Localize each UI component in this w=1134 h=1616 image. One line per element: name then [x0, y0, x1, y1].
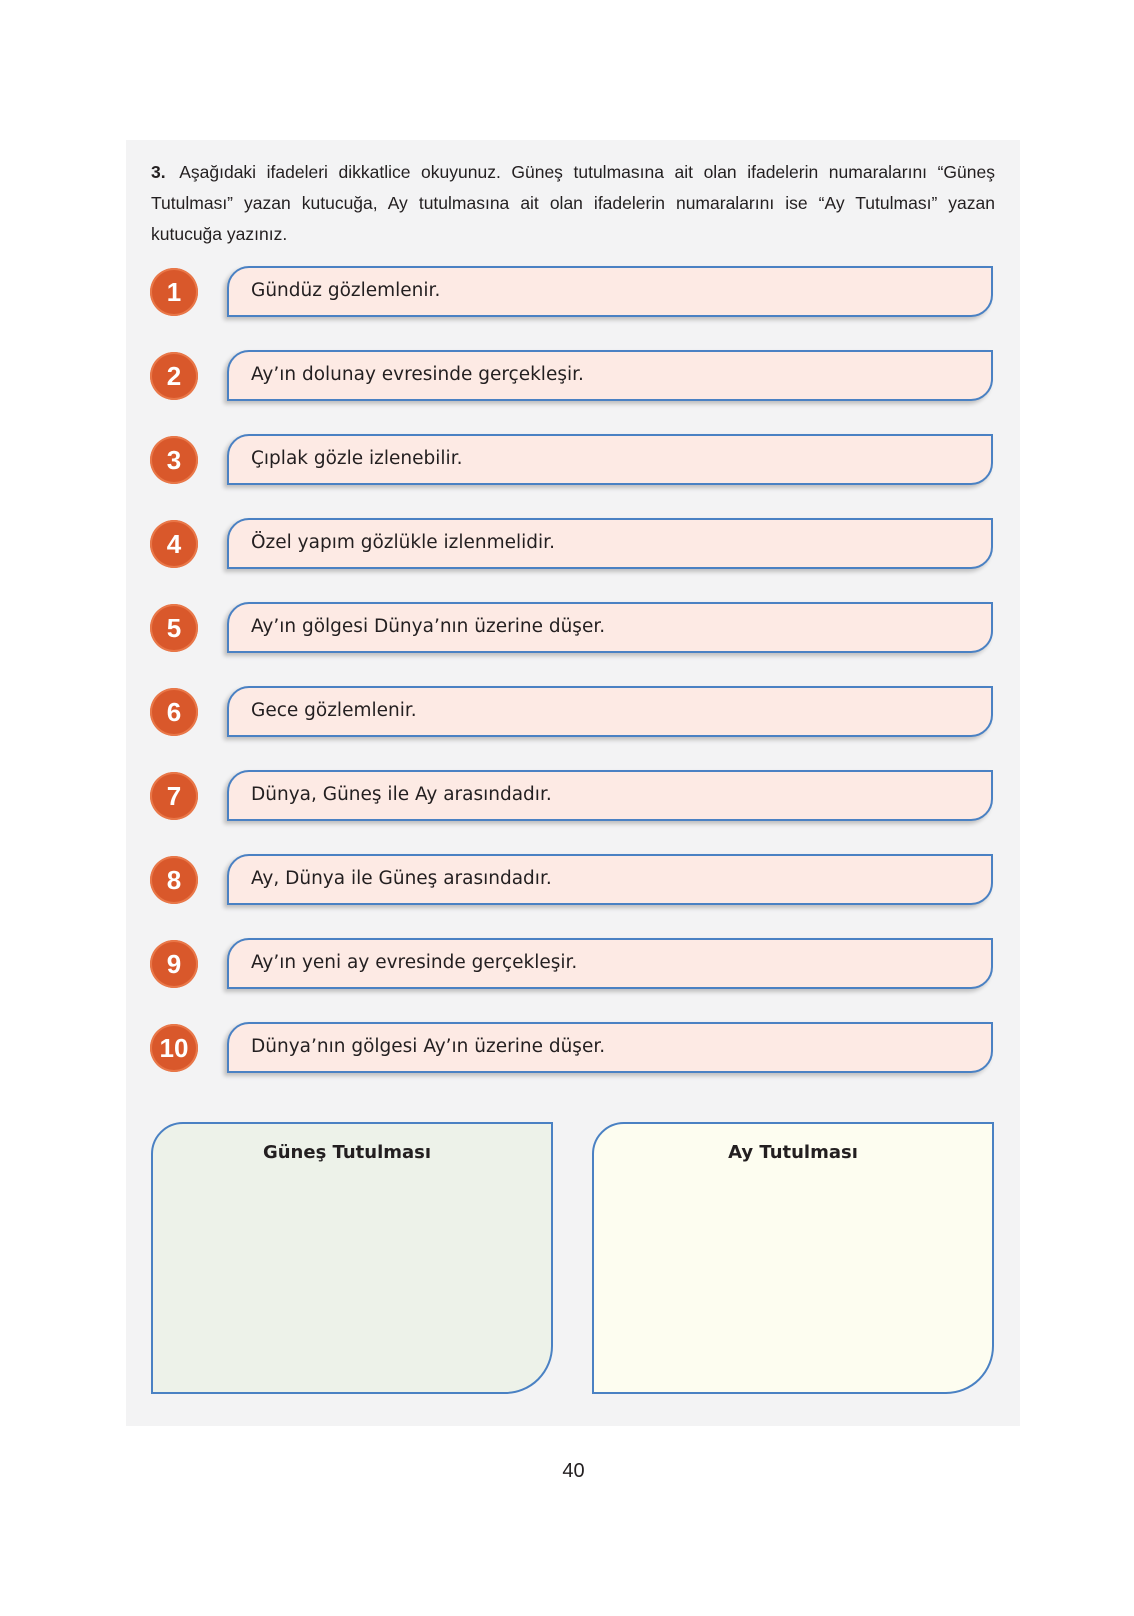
- statement-box: [227, 266, 993, 317]
- statement-text: Ay’ın yeni ay evresinde gerçekleşir.: [251, 952, 578, 973]
- statement-text: Gündüz gözlemlenir.: [251, 280, 441, 301]
- statement-box: [227, 518, 993, 569]
- statement-number-badge: 9: [150, 940, 198, 988]
- page-number: 40: [562, 1460, 585, 1482]
- statement-text: Ay’ın dolunay evresinde gerçekleşir.: [251, 364, 584, 385]
- statement-number-badge: 4: [150, 520, 198, 568]
- statement-number-badge: 8: [150, 856, 198, 904]
- question-number: 3.: [151, 162, 166, 182]
- solar-eclipse-answer-box[interactable]: [151, 1122, 553, 1394]
- statement-text: Ay’ın gölgesi Dünya’nın üzerine düşer.: [251, 616, 606, 637]
- statement-row: [0, 938, 1134, 994]
- statement-row: [0, 686, 1134, 742]
- statement-row: [0, 266, 1134, 322]
- statement-box: [227, 686, 993, 737]
- statement-box: [227, 602, 993, 653]
- statement-box: [227, 854, 993, 905]
- statement-number-badge: 7: [150, 772, 198, 820]
- question-instructions: [151, 157, 995, 250]
- statement-text: Çıplak gözle izlenebilir.: [251, 448, 463, 469]
- statement-row: [0, 518, 1134, 574]
- statement-number-badge: 2: [150, 352, 198, 400]
- statement-box: [227, 434, 993, 485]
- statement-box: [227, 770, 993, 821]
- statement-number-badge: 5: [150, 604, 198, 652]
- statement-text: Dünya’nın gölgesi Ay’ın üzerine düşer.: [251, 1036, 606, 1057]
- statement-text: Ay, Dünya ile Güneş arasındadır.: [251, 868, 552, 889]
- lunar-eclipse-answer-box[interactable]: [592, 1122, 994, 1394]
- statement-number-badge: 3: [150, 436, 198, 484]
- statement-box: [227, 938, 993, 989]
- lunar-eclipse-title: Ay Tutulması: [728, 1142, 858, 1163]
- statement-box: [227, 1022, 993, 1073]
- statement-row: [0, 602, 1134, 658]
- statement-row: [0, 770, 1134, 826]
- question-text: Aşağıdaki ifadeleri dikkatlice okuyunuz. Güneş tutulmasına ait olan ifadelerin numaralarını “Güneş Tutulması” yazan kutucuğa, Ay tutulmasına ait olan ifadelerin numaralarını ise “Ay Tutulması” yazan kutucuğa yazınız.: [151, 162, 995, 244]
- statement-row: [0, 434, 1134, 490]
- statement-row: [0, 854, 1134, 910]
- statement-row: [0, 350, 1134, 406]
- statement-text: Gece gözlemlenir.: [251, 700, 417, 721]
- statement-row: [0, 1022, 1134, 1078]
- statement-text: Özel yapım gözlükle izlenmelidir.: [251, 532, 555, 553]
- statement-number-badge: 6: [150, 688, 198, 736]
- statement-box: [227, 350, 993, 401]
- statement-text: Dünya, Güneş ile Ay arasındadır.: [251, 784, 552, 805]
- statement-number-badge: 10: [150, 1024, 198, 1072]
- statement-number-badge: 1: [150, 268, 198, 316]
- solar-eclipse-title: Güneş Tutulması: [262, 1142, 432, 1163]
